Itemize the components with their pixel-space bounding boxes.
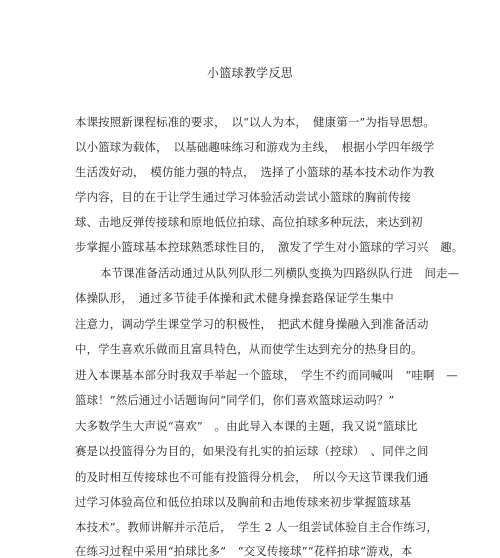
text-line: 本节课准备活动通过从队列队形二列横队变换为四路纵队行进 间走— [100,266,460,280]
text-line: 过学习体验高位和低位拍球以及胸前和击地传球来初步掌握篮球基 [75,495,412,509]
text-line: 本课按照新课程标准的要求， 以“以人为本， 健康第一”为指导思想。 [75,115,435,129]
text-line: 篮球！”然后通过小话题询问“同学们，你们喜欢篮球运动吗？” [75,393,395,407]
text-line: 赛是以投篮得分为目的，如果没有扎实的拍运球（控球） 、同伴之间 [75,444,429,458]
text-line: 中，学生喜欢乐做而且富具特色，从而使学生达到充分的热身目的。 [75,342,423,356]
text-line: 以小篮球为载体， 以基础趣味练习和游戏为主线， 根据小学四年级学 [75,140,435,154]
text-line: 步掌握小篮球基本控球熟悉球性目的， 激发了学生对小篮球的学习兴 趣。 [75,240,464,254]
text-line: 学内容，目的在于让学生通过学习体验活动尝试小篮球的胸前传接 [75,190,412,204]
document-title: 小篮球教学反思 [206,66,294,80]
text-line: 体操队形， 通过多节徒手体操和武术健身操套路保证学生集中 [75,291,394,305]
text-line: 注意力，调动学生课堂学习的积极性， 把武术健身操融入到准备活动 [75,317,429,331]
text-line: 球、击地反弹传接球和原地低位拍球、高位拍球多种玩法，来达到初 [75,215,423,229]
text-line: 生活泼好动， 模仿能力强的特点， 选择了小篮球的基本技术动作为教 [75,165,435,179]
text-line: 在练习过程中采用“拍球比多” “交叉传接球”“花样拍球”游戏，本 [75,544,413,558]
text-line: 的及时相互传接球也不可能有投篮得分机会， 所以今天这节课我们通 [75,470,429,484]
text-line: 大多数学生大声说“喜欢” 。由此导入本课的主题，我又说“篮球比 [75,419,418,433]
text-line: 进入本课基本部分时我双手举起一个篮球， 学生不约而同喊叫 “哇啊 — [75,368,458,382]
text-line: 本技术”。教师讲解并示范后， 学生 2 人一组尝试体验自主合作练习， [75,520,439,534]
